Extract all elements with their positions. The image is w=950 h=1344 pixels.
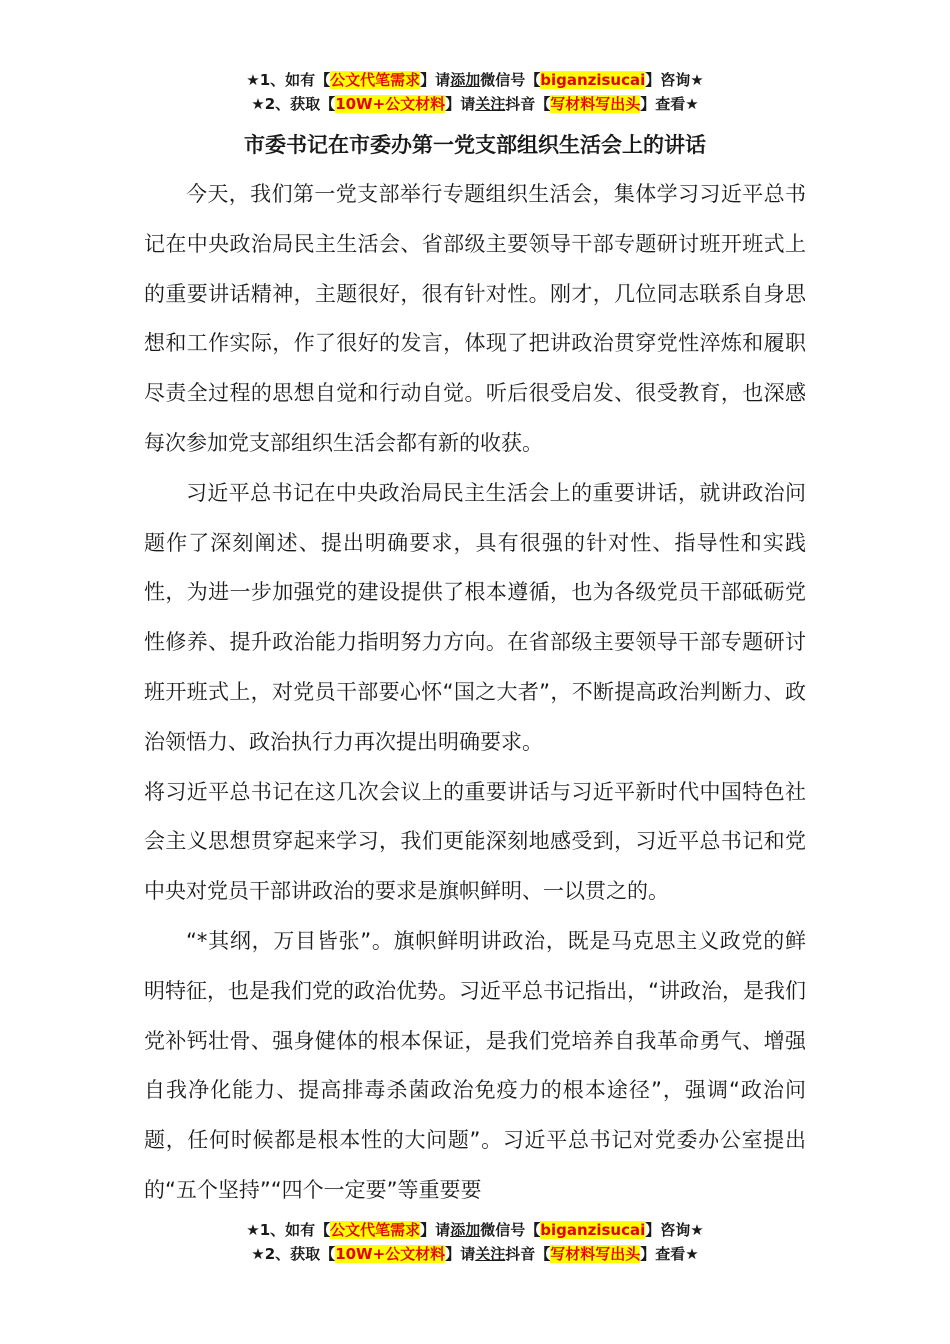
paragraph: 今天，我们第一党支部举行专题组织生活会，集体学习习近平总书记在中央政治局民主生活会、省部级主要领导干部专题研讨班开班式上的重要讲话精神，主题很好，很有针对性。刚才，几位同志联系自身思想和工作实际，作了很好的发言，体现了把讲政治贯穿党性淬炼和履职尽责全过程的思想自觉和行动自觉。听后很受启发、很受教育，也深感每次参加党支部组织生活会都有新的收获。 [144, 182, 806, 455]
highlight-materials: 10W+公文材料 [335, 1245, 446, 1263]
promo-line-1: ★1、如有【公文代笔需求】请添加微信号【biganzisucai】咨询★ [246, 71, 704, 89]
promo-footer [0, 1218, 950, 1266]
promo-header [0, 68, 950, 116]
highlight-wechat-id: biganzisucai [540, 71, 646, 89]
paragraph: 将习近平总书记在这几次会议上的重要讲话与习近平新时代中国特色社会主义思想贯穿起来学习，我们更能深刻地感受到，习近平总书记和党中央对党员干部讲政治的要求是旗帜鲜明、一以贯之的。 [144, 779, 806, 904]
paragraph: “*其纲，万目皆张”。旗帜鲜明讲政治，既是马克思主义政党的鲜明特征，也是我们党的政治优势。习近平总书记指出，“讲政治，是我们党补钙壮骨、强身健体的根本保证，是我们党培养自我革命勇气、增强自我净化能力、提高排毒杀菌政治免疫力的根本途径”，强调“政治问题，任何时候都是根本性的大问题”。习近平总书记对党委办公室提出的“五个坚持”“四个一定要”等重要要 [144, 928, 806, 1202]
document-body [144, 170, 806, 1216]
highlight-douyin-account: 写材料写出头 [550, 95, 641, 113]
highlight-materials: 10W+公文材料 [335, 95, 446, 113]
promo-line-1: ★1、如有【公文代笔需求】请添加微信号【biganzisucai】咨询★ [246, 1221, 704, 1239]
highlight-service: 公文代笔需求 [330, 1221, 421, 1239]
paragraph: 习近平总书记在中央政治局民主生活会上的重要讲话，就讲政治问题作了深刻阐述、提出明确要求，具有很强的针对性、指导性和实践性，为进一步加强党的建设提供了根本遵循，也为各级党员干部砥砺党性修养、提升政治能力指明努力方向。在省部级主要领导干部专题研讨班开班式上，对党员干部要心怀“国之大者”，不断提高政治判断力、政治领悟力、政治执行力再次提出明确要求。 [144, 480, 806, 754]
promo-line-2: ★2、获取【10W+公文材料】请关注抖音【写材料写出头】查看★ [251, 1245, 699, 1263]
document-title: 市委书记在市委办第一党支部组织生活会上的讲话 [244, 133, 706, 157]
promo-line-2: ★2、获取【10W+公文材料】请关注抖音【写材料写出头】查看★ [251, 95, 699, 113]
highlight-wechat-id: biganzisucai [540, 1221, 646, 1239]
highlight-service: 公文代笔需求 [330, 71, 421, 89]
highlight-douyin-account: 写材料写出头 [550, 1245, 641, 1263]
